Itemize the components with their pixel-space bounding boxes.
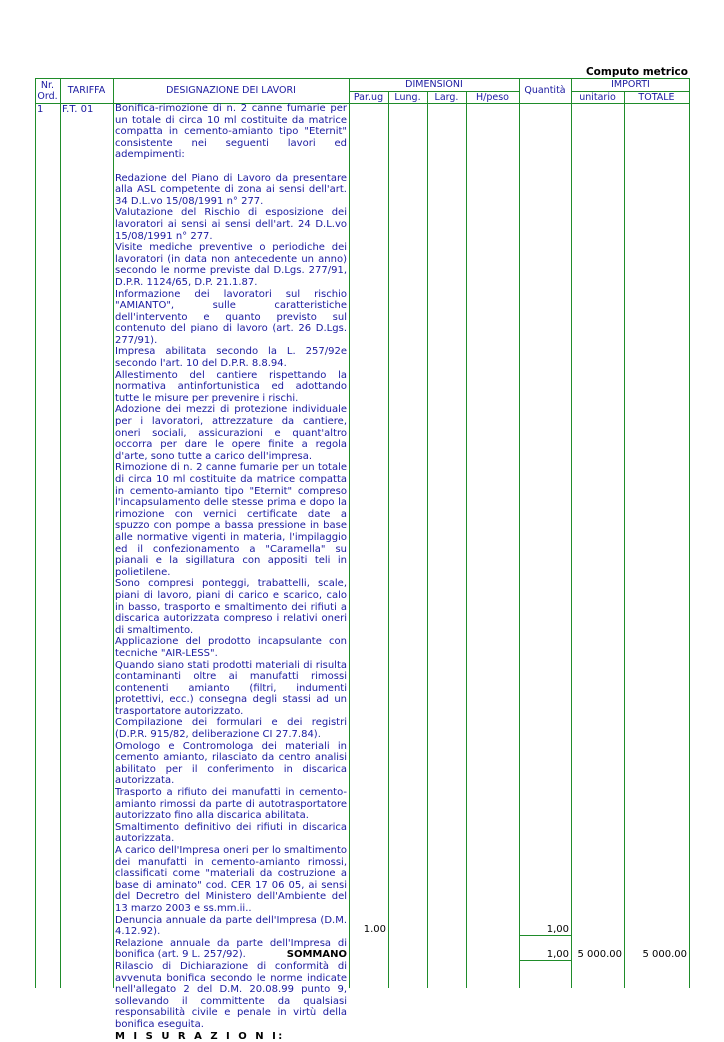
header-totale: TOTALE [624,92,689,103]
sommano-label: SOMMANO [113,949,347,960]
par-ug-value: 1.00 [349,924,386,935]
description-paragraph: Applicazione del prodotto incapsulante con tecniche "AIR-LESS". [115,636,347,659]
description-paragraph: Impresa abilitata secondo la L. 257/92e secondo l'art. 10 del D.P.R. 8.8.94. [115,346,347,369]
description-paragraph: Bonifica-rimozione di n. 2 canne fumarie per un totale di circa 10 ml costituite da matrice compatta in cemento-amianto tipo "Eternit" consistente nei seguenti lavori ed adempimenti: [115,103,347,161]
sommano-quantita: 1,00 [519,949,569,960]
description-paragraph: Smaltimento definitivo dei rifiuti in discarica autorizzata. [115,822,347,845]
computo-table [35,78,690,988]
description-paragraph: Compilazione dei formulari e dei registri (D.P.R. 915/82, deliberazione CI 27.7.84). [115,717,347,740]
unitario-value: 5 000.00 [571,949,622,960]
description-paragraph: Redazione del Piano di Lavoro da presentare alla ASL competente di zona ai sensi dell'art. 34 D.L.vo 15/08/1991 n° 277. [115,173,347,208]
description-paragraph: Allestimento del cantiere rispettando la normativa antinfortunistica ed adottando tutte le misure per prevenire i rischi. [115,370,347,405]
description-paragraph: Adozione dei mezzi di protezione individuale per i lavoratori, attrezzature da cantiere, oneri sociali, assicurazioni e quant'altro occorra per dare le opere finite a regola d'arte, sono tutte a carico dell'impresa. [115,404,347,462]
header-tariffa: TARIFFA [60,85,113,96]
description-paragraph: Visite mediche preventive o periodiche dei lavoratori (in data non antecedente un anno) secondo le norme previste dal D.Lgs. 277/91, D.P.R. 1124/65, D.P. 21.1.87. [115,242,347,288]
description-paragraph: Valutazione del Rischio di esposizione dei lavoratori ai sensi ai sensi dell'art. 24 D.L.vo 15/08/1991 n° 277. [115,207,347,242]
header-h-peso: H/peso [466,92,519,103]
description-paragraph: Rimozione di n. 2 canne fumarie per un totale di circa 10 ml costituite da matrice compatta in cemento-amianto tipo "Eternit" compreso l'incapsulamento delle stesse prima e dopo la rimozione con vernici certificate date a spuzzo con pompe a bassa pressione in base alle normative vigenti in materia, l'impilaggio ed il confezionamento a "Caramella" su pianali e la sigillatura con appositi teli in polietilene. [115,462,347,578]
page-title: Computo metrico [586,66,688,78]
header-importi: IMPORTI [571,79,690,90]
description-paragraphs [115,103,347,1031]
totale-value: 5 000.00 [624,949,687,960]
description-paragraph: Sono compresi ponteggi, trabattelli, scale, piani di lavoro, piani di carico e scarico, calo in basso, trasporto e smaltimento dei rifiuti a discarica autorizzata compreso i relativi oneri di smaltimento. [115,578,347,636]
header-dimensioni: DIMENSIONI [349,79,519,90]
item-description [115,103,347,1042]
header-par-ug: Par.ug [349,92,388,103]
header-designazione: DESIGNAZIONE DEI LAVORI [113,85,349,96]
header-quantita: Quantità [519,85,571,96]
description-paragraph: Informazione dei lavoratori sul rischio "AMIANTO", sulle caratteristiche dell'intervento e quanto previsto sul contenuto del piano di lavoro (art. 26 D.Lgs. 277/91). [115,289,347,347]
description-paragraph: Omologo e Contromologa dei materiali in cemento amianto, rilasciato da centro analisi abilitato per il conferimento in discarica autorizzata. [115,741,347,787]
description-paragraph: Rilascio di Dichiarazione di conformità di avvenuta bonifica secondo le norme indicate nell'allegato 2 del D.M. 20.08.99 punto 9, sollevando il committente da qualsiasi responsabilità civile e penale in virtù della bonifica eseguita. [115,961,347,1031]
header-unitario: unitario [571,92,624,103]
item-tariffa: F.T. 01 [62,104,93,116]
misurazioni-label: M I S U R A Z I O N I: [115,1031,347,1042]
description-paragraph: Trasporto a rifiuto dei manufatti in cemento-amianto rimossi da parte di autotrasportatore autorizzato fino alla discarica abilitata. [115,787,347,822]
quantita-value: 1,00 [519,924,569,935]
description-paragraph: Relazione annuale da parte dell'Impresa di bonifica (art. 9 L. 257/92). [115,938,347,961]
header-nr-ord: Nr. Ord. [35,80,60,102]
header-lung: Lung. [388,92,427,103]
item-number: 1 [37,104,43,116]
description-paragraph: Quando siano stati prodotti materiali di risulta contaminanti oltre ai manufatti rimossi contenenti amianto (filtri, indumenti protettivi, ecc.) consegna degli stassi ad un trasportatore autorizzato. [115,660,347,718]
header-larg: Larg. [427,92,466,103]
description-paragraph [115,161,347,173]
description-paragraph: Denuncia annuale da parte dell'Impresa (D.M. 4.12.92). [115,915,347,938]
description-paragraph: A carico dell'Impresa oneri per lo smaltimento dei manufatti in cemento-amianto rimossi, classificati come "materiali da costruzione a base di aminato" cod. CER 17 06 05, ai sensi del Decretro del Ministero dell'Ambiente del 13 marzo 2003 e ss.mm.ii.. [115,845,347,915]
